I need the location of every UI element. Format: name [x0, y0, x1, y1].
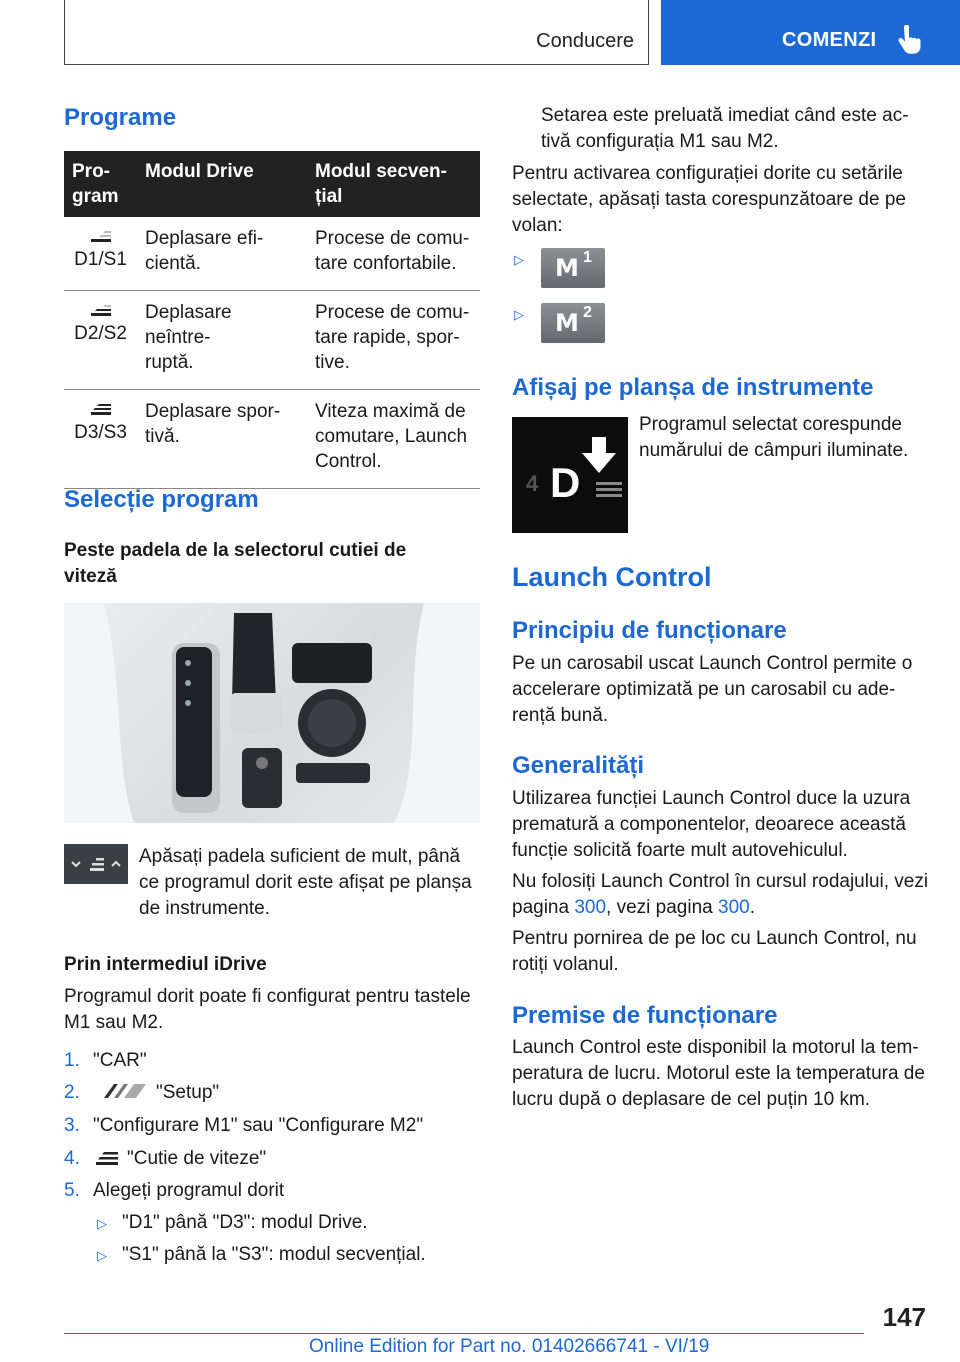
general-heading: Generalități: [512, 752, 645, 779]
table-row: [64, 390, 480, 489]
table-cell-drive: Deplasare spor- tivă.: [137, 390, 307, 489]
step-number: 3.: [64, 1115, 80, 1136]
console-illustration: [64, 603, 480, 823]
cluster-drive-letter: D: [550, 459, 581, 506]
step-number: 4.: [64, 1148, 80, 1169]
display-heading: Afișaj pe planșa de instrumente: [512, 374, 874, 401]
header-section-box: [64, 0, 649, 65]
page-link[interactable]: 300: [718, 897, 750, 918]
table-header-row: [64, 151, 480, 217]
step-text: Alegeți programul dorit: [93, 1180, 285, 1201]
table-cell-program: [64, 291, 137, 390]
paddle-text: Apăsați padela suficient de mult, până ce programul dorit este afișat pe planșa de instrumente.: [139, 846, 472, 919]
step-number: 1.: [64, 1050, 80, 1071]
program-label: D2/S2: [74, 323, 127, 344]
table-row: [64, 291, 480, 390]
step-text: "Cutie de viteze": [127, 1148, 267, 1169]
substep-text: "S1" până la "S3": modul secvențial.: [122, 1244, 426, 1265]
m1-button-icon: [541, 248, 605, 288]
bullet-triangle-icon: ▷: [97, 1248, 107, 1263]
section-title: Conducere: [536, 30, 634, 52]
start-text: Pentru pornirea de pe loc cu Launch Control, nu rotiți volanul.: [512, 928, 917, 975]
rodaj-pre: pagina: [512, 897, 575, 918]
principle-text: Pe un carosabil uscat Launch Control permite o accelerare optimizată pe un carosabil cu ade- rență bună.: [512, 653, 913, 726]
rodaj-line: Nu folosiți Launch Control în cursul rodajului, vezi: [512, 871, 929, 892]
table-cell-drive: Deplasare efi- cientă.: [137, 217, 307, 291]
program-label: D1/S1: [74, 249, 127, 270]
gear-selector-console-image: [64, 603, 480, 823]
table-cell-drive: Deplasare neîntre- ruptă.: [137, 291, 307, 390]
table-header-cell: Pro- gram: [64, 151, 137, 217]
step-number: 5.: [64, 1180, 80, 1201]
programs-heading: Programe: [64, 104, 177, 131]
shift-paddle-icon: [64, 844, 128, 884]
shift-program-2-icon: [87, 300, 115, 318]
display-text: Programul selectat corespunde numărului de câmpuri iluminate.: [639, 414, 909, 461]
chapter-title: COMENZI: [782, 29, 877, 51]
table-cell-seq: Viteza maximă de comutare, Launch Control.: [307, 390, 480, 489]
header-chapter-tab[interactable]: [661, 0, 960, 65]
down-arrow-icon: [512, 417, 628, 533]
pointing-hand-icon: [897, 25, 923, 55]
general-text: Utilizarea funcției Launch Control duce la uzura prematură a componentelor, deoarece această funcție solicită foarte mult autovehiculul.: [512, 788, 911, 861]
table-cell-seq: Procese de comu- tare confortabile.: [307, 217, 480, 291]
instrument-cluster-image: [512, 417, 628, 533]
rodaj-text: [512, 869, 928, 921]
premise-heading: Premise de funcționare: [512, 1002, 778, 1029]
rodaj-mid: , vezi pagina: [606, 897, 719, 918]
cluster-gear-digit: 4: [526, 471, 539, 496]
step-number: 2.: [64, 1082, 80, 1103]
idrive-text: Programul dorit poate fi configurat pentru tastele M1 sau M2.: [64, 986, 471, 1033]
page-link[interactable]: 300: [574, 897, 607, 918]
shift-program-3-icon: [87, 399, 115, 417]
shift-program-1-icon: [87, 226, 115, 244]
footer-edition: Online Edition for Part no. 01402666741 - VI/19: [309, 1336, 710, 1357]
step-text: "Setup": [156, 1082, 220, 1103]
bullet-triangle-icon: ▷: [97, 1216, 107, 1231]
launch-control-heading: Launch Control: [512, 562, 712, 592]
step-text: "Configurare M1" sau "Configurare M2": [93, 1115, 424, 1136]
table-header-cell: Modul secven- țial: [307, 151, 480, 217]
table-cell-program: [64, 390, 137, 489]
table-header-cell: Modul Drive: [137, 151, 307, 217]
paddle-display-image: [64, 844, 128, 884]
m-superscript: 1: [583, 249, 592, 266]
rodaj-end: .: [749, 897, 755, 918]
table-row: [64, 217, 480, 291]
footer-divider: [64, 1333, 864, 1334]
table-cell-program: [64, 217, 137, 291]
program-label: D3/S3: [74, 422, 127, 443]
principle-heading: Principiu de funcționare: [512, 617, 787, 644]
page-number: 147: [882, 1302, 926, 1332]
intro-text: Setarea este preluată imediat când este ac- tivă configurația M1 sau M2.: [541, 105, 909, 152]
premise-text: Launch Control este disponibil la motorul la tem- peratura de lucru. Motorul este la temperatura de lucru după o deplasare de cel puțin 10 km.: [512, 1037, 925, 1110]
paddle-subheading: Peste padela de la selectorul cutiei de viteză: [64, 540, 407, 587]
bullet-triangle-icon: ▷: [514, 307, 524, 322]
gearbox-icon: [94, 1148, 120, 1166]
m-superscript: 2: [583, 304, 592, 321]
step-text: "CAR": [93, 1050, 147, 1071]
m2-button-icon: [541, 303, 605, 343]
setup-icon: [100, 1082, 148, 1100]
m-letter: M: [555, 254, 579, 282]
paddle-instruction-text: [139, 844, 484, 922]
bullet-triangle-icon: ▷: [514, 252, 524, 267]
activation-text: Pentru activarea configurației dorite cu setările selectate, apăsați tasta corespunzătoare de pe volan:: [512, 163, 906, 236]
m-letter: M: [555, 309, 579, 337]
table-cell-seq: Procese de comu- tare rapide, spor- tive.: [307, 291, 480, 390]
programs-table: [64, 151, 480, 489]
idrive-subheading: Prin intermediul iDrive: [64, 954, 267, 975]
substep-text: "D1" până "D3": modul Drive.: [122, 1212, 368, 1233]
program-selection-heading: Selecție program: [64, 486, 259, 513]
